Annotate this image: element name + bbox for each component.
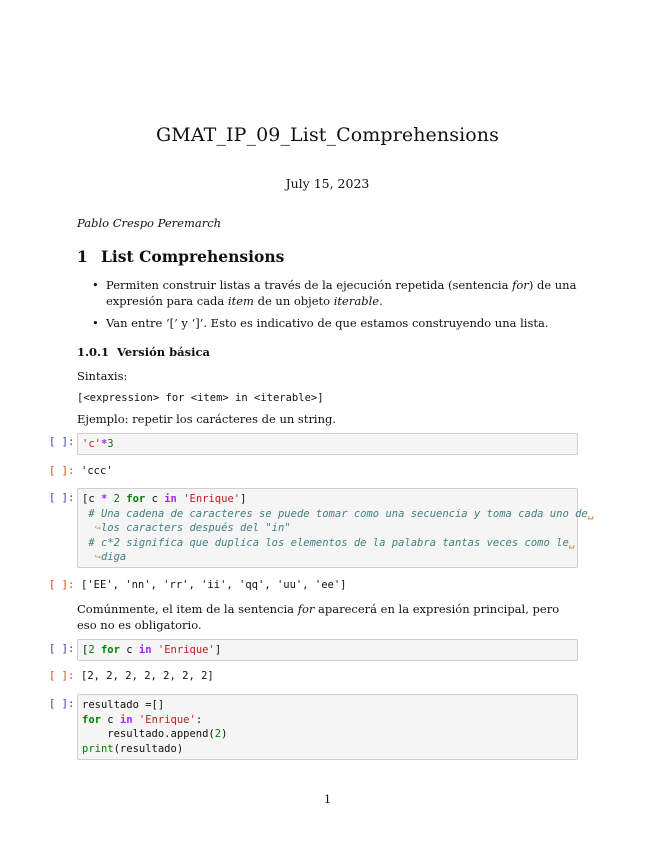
document-author: Pablo Crespo Peremarch [77,216,222,230]
input-prompt: [ ]: [49,436,75,448]
document-date: July 15, 2023 [285,176,370,191]
wrap-arrow-icon: ↪ [82,522,101,534]
bullet-item: • Van entre ‘[’ y ‘]’. Esto es indicativo de que estamos construyendo una lista. [92,315,580,331]
cell-output: [2, 2, 2, 2, 2, 2, 2] [81,670,214,682]
subsection-heading [77,345,210,359]
section-heading [77,247,284,266]
line-continuation-icon: ␣ [568,536,576,549]
page-number: 1 [323,792,332,806]
code-cell[interactable]: [c * 2 for c in 'Enrique'] # Una cadena de caracteres se puede tomar como una secuencia y toma cada uno de␣ ↪los caracters después del "in" # c*2 significa que duplica los elementos de la palabra tantas veces como le␣ ↪diga [77,488,578,568]
document-title: GMAT_IP_09_List_Comprehensions [156,124,499,146]
wrap-arrow-icon: ↪ [82,551,101,563]
section-number: 1 [77,247,88,266]
syntax-label: Sintaxis: [77,369,128,383]
code-cell[interactable]: [2 for c in 'Enrique'] [77,639,578,661]
input-prompt: [ ]: [49,492,75,504]
cell-output: 'ccc' [81,465,113,477]
line-continuation-icon: ␣ [587,507,595,520]
bullet-item: • Permiten construir listas a través de la ejecución repetida (sentencia for) de una expresión para cada item de un objeto iterable. [92,277,580,309]
output-prompt: [ ]: [49,465,75,477]
input-prompt: [ ]: [49,643,75,655]
bullet-list [92,277,580,337]
output-prompt: [ ]: [49,670,75,682]
code-cell[interactable]: 'c'*3 [77,433,578,455]
section-title: List Comprehensions [101,247,285,266]
output-prompt: [ ]: [49,579,75,591]
code-cell[interactable]: resultado =[] for c in 'Enrique': resultado.append(2) print(resultado) [77,694,578,760]
subsection-number: 1.0.1 [77,345,110,359]
input-prompt: [ ]: [49,698,75,710]
syntax-code: [<expression> for <item> in <iterable>] [77,392,324,404]
paragraph: Comúnmente, el item de la sentencia for aparecerá en la expresión principal, pero eso no es obligatorio. [77,602,560,632]
cell-output: ['EE', 'nn', 'rr', 'ii', 'qq', 'uu', 'ee'] [81,579,347,591]
subsection-title: Versión básica [117,345,210,359]
example-label: Ejemplo: repetir los carácteres de un string. [77,412,337,426]
